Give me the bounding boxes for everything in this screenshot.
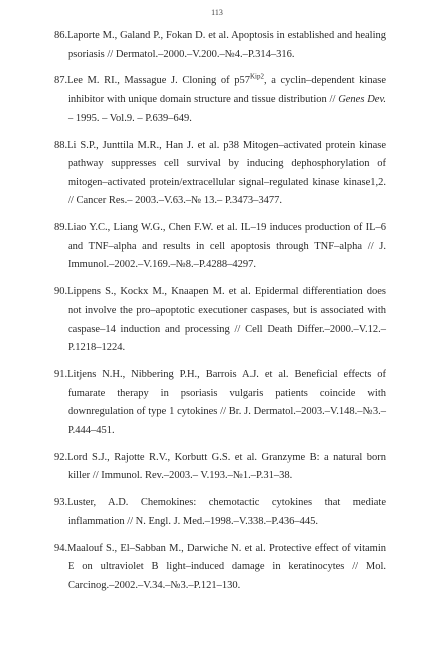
reference-number: 89. [54,222,68,234]
reference-text-end: – 1995. – Vol.9. – P.639–649. [68,112,192,124]
reference-89 [54,219,386,275]
reference-text: Maalouf S., El–Sabban M., Darwiche N. et al. Protective effect of vitamin E on ultraviolet B light–induced damage in keratinocytes // Mol. Carcinog.–2002.–V.34.–№3.–P.121–130. [67,542,386,591]
reference-87 [54,72,386,128]
reference-90 [54,283,386,357]
reference-number: 94. [54,542,68,554]
reference-88 [54,137,386,211]
reference-text-continued: , a cyclin–dependent kinase inhibitor with unique domain structure and tissue distribution // [68,75,386,106]
reference-text: Liao Y.C., Liang W.G., Chen F.W. et al. IL–19 induces production of IL–6 and TNF–alpha and results in cell apoptosis through TNF–alpha // J. Immunol.–2002.–V.169.–№8.–P.4288–4297. [67,222,386,271]
reference-text: Li S.P., Junttila M.R., Han J. et al. p38 Mitogen–activated protein kinase pathway suppresses cell survival by inducing dephosphorylation of mitogen–activated protein/extracellular signal–regulated kinase kinase1,2. // Cancer Res.– 2003.–V.63.–№ 13.– P.3473–3477. [67,139,386,207]
reference-number: 87. [54,75,68,87]
reference-text: Lee M. RI., Massague J. Cloning of p57 [67,75,250,87]
reference-94 [54,540,386,596]
reference-list [54,27,386,604]
page-number: 113 [211,8,223,17]
reference-91 [54,366,386,440]
reference-93 [54,494,386,531]
journal-title: Genes Dev. [338,94,386,106]
superscript: Kip2 [249,72,264,81]
reference-number: 90. [54,286,68,298]
reference-number: 92. [54,451,68,463]
reference-92 [54,449,386,486]
reference-number: 86. [54,30,68,41]
reference-text: Laporte M., Galand P., Fokan D. et al. Apoptosis in established and healing psoriasis // Dermatol.–2000.–V.200.–№4.–P.314–316. [67,30,386,60]
reference-86 [54,27,386,64]
reference-number: 93. [54,497,68,509]
reference-text: Luster, A.D. Chemokines: chemotactic cytokines that mediate inflammation // N. Engl. J. Med.–1998.–V.338.–P.436–445. [67,497,386,527]
reference-text: Lippens S., Kockx M., Knaapen M. et al. Epidermal differentiation does not involve the pro–apoptotic executioner caspases, but is associated with caspase–14 induction and processing // Cell Death Differ.–2000.–V.12.–P.1218–1224. [67,286,386,354]
reference-text: Lord S.J., Rajotte R.V., Korbutt G.S. et al. Granzyme B: a natural born killer // Immunol. Rev.–2003.– V.193.–№1.–P.31–38. [67,451,386,482]
reference-number: 91. [54,368,68,380]
reference-text: Litjens N.H., Nibbering P.H., Barrois A.J. et al. Beneficial effects of fumarate therapy in psoriasis vulgaris patients coincide with downregulation of type 1 cytokines // Br. J. Dermatol.–2003.–V.148.–№3.–P.444–451. [67,368,386,436]
reference-number: 88. [54,139,68,151]
